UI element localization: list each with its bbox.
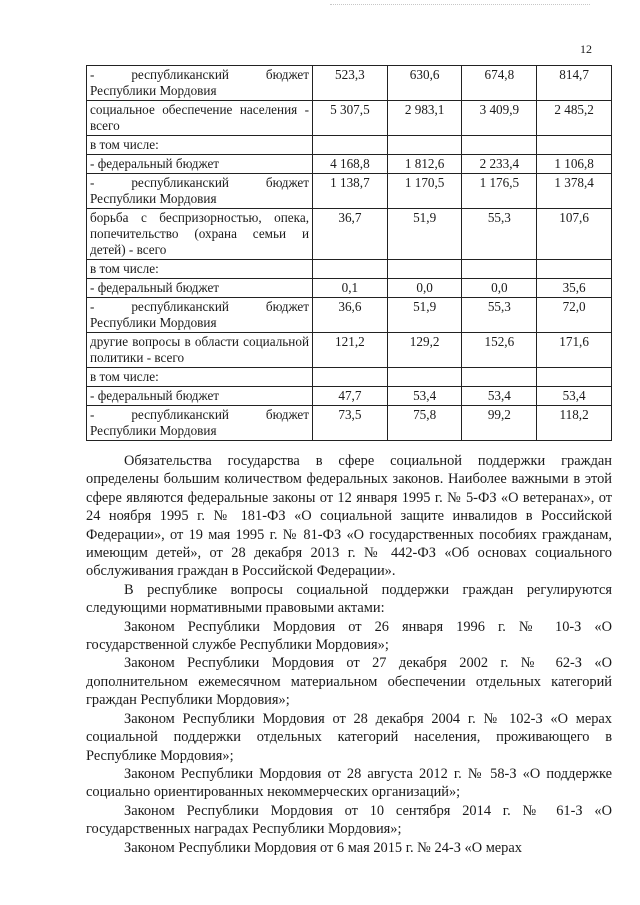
table-row: [87, 279, 612, 298]
paragraph: Законом Республики Мордовия от 28 декабря 2004 г. № 102-З «О мерах социальной поддержки отдельных категорий населения, проживающего в Республике Мордовия»;: [86, 710, 612, 764]
row-label: - республиканский бюджет Республики Мордовия: [87, 174, 313, 209]
row-label: другие вопросы в области социальной политики - всего: [87, 333, 313, 368]
value-cell: 2 233,4: [462, 155, 537, 174]
row-label: - республиканский бюджет Республики Мордовия: [87, 66, 313, 101]
value-cell: 2 485,2: [537, 101, 612, 136]
row-label: - федеральный бюджет: [87, 387, 313, 406]
table-row: [87, 155, 612, 174]
value-cell: [462, 368, 537, 387]
value-cell: 121,2: [313, 333, 388, 368]
value-cell: 1 176,5: [462, 174, 537, 209]
paragraph: Законом Республики Мордовия от 26 января 1996 г. № 10-З «О государственной службе Республики Мордовия»;: [86, 618, 612, 654]
value-cell: [313, 136, 388, 155]
table-row: [87, 209, 612, 260]
value-cell: 630,6: [387, 66, 462, 101]
value-cell: 47,7: [313, 387, 388, 406]
value-cell: 0,0: [387, 279, 462, 298]
value-cell: 1 138,7: [313, 174, 388, 209]
value-cell: 5 307,5: [313, 101, 388, 136]
table-row: [87, 101, 612, 136]
value-cell: [537, 260, 612, 279]
table-row: [87, 387, 612, 406]
value-cell: [387, 368, 462, 387]
value-cell: 171,6: [537, 333, 612, 368]
value-cell: 36,6: [313, 298, 388, 333]
value-cell: [313, 368, 388, 387]
value-cell: 523,3: [313, 66, 388, 101]
budget-table: [86, 65, 612, 441]
value-cell: 35,6: [537, 279, 612, 298]
table-row: [87, 174, 612, 209]
value-cell: [537, 368, 612, 387]
paragraph: Законом Республики Мордовия от 6 мая 2015 г. № 24-З «О мерах: [124, 839, 522, 856]
value-cell: 55,3: [462, 298, 537, 333]
value-cell: 118,2: [537, 406, 612, 441]
value-cell: [387, 260, 462, 279]
value-cell: 51,9: [387, 298, 462, 333]
value-cell: [462, 260, 537, 279]
row-label: - республиканский бюджет Республики Мордовия: [87, 298, 313, 333]
value-cell: 1 812,6: [387, 155, 462, 174]
value-cell: 55,3: [462, 209, 537, 260]
row-label: в том числе:: [87, 260, 313, 279]
value-cell: 73,5: [313, 406, 388, 441]
value-cell: 36,7: [313, 209, 388, 260]
value-cell: 0,0: [462, 279, 537, 298]
paragraph: В республике вопросы социальной поддержки граждан регулируются следующими нормативными правовыми актами:: [86, 581, 612, 617]
value-cell: [537, 136, 612, 155]
value-cell: 107,6: [537, 209, 612, 260]
paragraph: Обязательства государства в сфере социальной поддержки граждан определены большим количеством федеральных законов. Наиболее важными в этой сфере являются федеральные законы от 12 января 1995 г. № 5-ФЗ «О ветеранах», от 24 ноября 1995 г. № 181-ФЗ «О социальной защите инвалидов в Российской Федерации», от 19 мая 1995 г. № 81-ФЗ «О государственных пособиях гражданам, имеющим детей», от 28 декабря 2013 г. № 442-ФЗ «Об основах социального обслуживания граждан в Российской Федерации».: [86, 453, 612, 580]
table-row: [87, 136, 612, 155]
table-row: [87, 406, 612, 441]
value-cell: 1 106,8: [537, 155, 612, 174]
value-cell: 53,4: [537, 387, 612, 406]
value-cell: 674,8: [462, 66, 537, 101]
value-cell: 4 168,8: [313, 155, 388, 174]
row-label: социальное обеспечение населения - всего: [87, 101, 313, 136]
body-text: [86, 452, 612, 857]
paragraph: Законом Республики Мордовия от 10 сентября 2014 г. № 61-З «О государственных наградах Республики Мордовия»;: [86, 802, 612, 838]
row-label: - республиканский бюджет Республики Мордовия: [87, 406, 313, 441]
value-cell: 3 409,9: [462, 101, 537, 136]
value-cell: 1 378,4: [537, 174, 612, 209]
value-cell: 1 170,5: [387, 174, 462, 209]
scan-artifact: [330, 4, 590, 11]
value-cell: 51,9: [387, 209, 462, 260]
value-cell: [387, 136, 462, 155]
paragraph: Законом Республики Мордовия от 28 августа 2012 г. № 58-З «О поддержке социально ориентированных некоммерческих организаций»;: [86, 765, 612, 801]
row-label: - федеральный бюджет: [87, 155, 313, 174]
value-cell: 99,2: [462, 406, 537, 441]
row-label: борьба с беспризорностью, опека, попечительство (охрана семьи и детей) - всего: [87, 209, 313, 260]
table-row: [87, 333, 612, 368]
value-cell: 53,4: [387, 387, 462, 406]
value-cell: 72,0: [537, 298, 612, 333]
value-cell: 814,7: [537, 66, 612, 101]
table-row: [87, 66, 612, 101]
value-cell: 152,6: [462, 333, 537, 368]
paragraph: Законом Республики Мордовия от 27 декабря 2002 г. № 62-З «О дополнительном ежемесячном материальном обеспечении отдельных категорий граждан Республики Мордовия»;: [86, 655, 612, 709]
value-cell: [313, 260, 388, 279]
value-cell: [462, 136, 537, 155]
row-label: - федеральный бюджет: [87, 279, 313, 298]
row-label: в том числе:: [87, 368, 313, 387]
value-cell: 129,2: [387, 333, 462, 368]
value-cell: 2 983,1: [387, 101, 462, 136]
page-number: 12: [580, 42, 592, 56]
row-label: в том числе:: [87, 136, 313, 155]
value-cell: 53,4: [462, 387, 537, 406]
table-row: [87, 368, 612, 387]
table-row: [87, 298, 612, 333]
value-cell: 0,1: [313, 279, 388, 298]
table-row: [87, 260, 612, 279]
value-cell: 75,8: [387, 406, 462, 441]
